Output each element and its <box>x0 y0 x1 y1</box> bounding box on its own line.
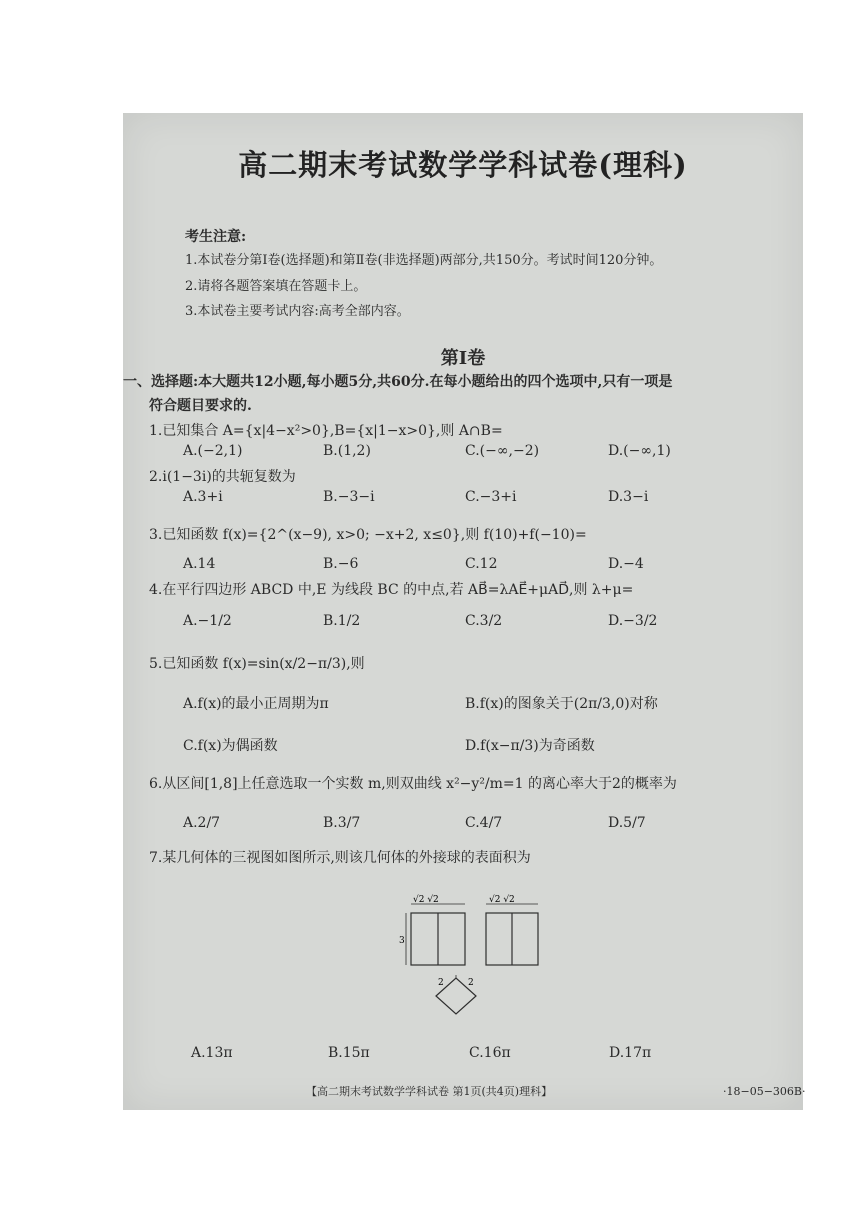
front-width-label: √2 √2 <box>413 895 439 905</box>
volume-heading: 第Ⅰ卷 <box>440 348 486 369</box>
question-2-option-a: A.3+i <box>183 489 223 505</box>
page-footer: 【高二期末考试数学学科试卷 第1页(共4页)理科】 <box>306 1085 553 1098</box>
print-code: ·18−05−306B· <box>723 1085 806 1098</box>
question-4-option-c: C.3/2 <box>465 613 503 629</box>
notice-item: 2.请将各题答案填在答题卡上。 <box>185 279 367 294</box>
section-heading-cont: 符合题目要求的. <box>149 398 252 414</box>
question-5-stem: 5.已知函数 f(x)=sin(x/2−π/3),则 <box>149 656 365 672</box>
question-1-option-d: D.(−∞,1) <box>608 443 671 459</box>
question-7-stem: 7.某几何体的三视图如图所示,则该几何体的外接球的表面积为 <box>149 850 531 866</box>
question-3-option-b: B.−6 <box>323 556 359 572</box>
question-5-option-a: A.f(x)的最小正周期为π <box>183 696 329 712</box>
question-4-option-a: A.−1/2 <box>183 613 232 629</box>
question-2-option-c: C.−3+i <box>465 489 517 505</box>
question-6-stem: 6.从区间[1,8]上任意选取一个实数 m,则双曲线 x²−y²/m=1 的离心率大于2的概率为 <box>149 776 677 792</box>
question-1-option-b: B.(1,2) <box>323 443 371 459</box>
question-1-option-c: C.(−∞,−2) <box>465 443 540 459</box>
three-view-figure <box>398 893 558 1043</box>
question-2-option-b: B.−3−i <box>323 489 375 505</box>
question-1-option-a: A.(−2,1) <box>183 443 243 459</box>
exam-title: 高二期末考试数学学科试卷(理科) <box>238 148 688 182</box>
question-3-stem: 3.已知函数 f(x)={2^(x−9), x>0; −x+2, x≤0},则 f(10)+f(−10)= <box>149 527 587 543</box>
question-2-option-d: D.3−i <box>608 489 649 505</box>
question-4-option-d: D.−3/2 <box>608 613 658 629</box>
height-label: 3 <box>399 936 405 946</box>
notice-item: 1.本试卷分第Ⅰ卷(选择题)和第Ⅱ卷(非选择题)两部分,共150分。考试时间120分钟。 <box>185 253 663 268</box>
diamond-side-a-label: 2 <box>438 978 444 988</box>
question-7-option-b: B.15π <box>328 1045 370 1061</box>
question-7-option-a: A.13π <box>191 1045 233 1061</box>
question-2-stem: 2.i(1−3i)的共轭复数为 <box>149 469 296 485</box>
question-6-option-b: B.3/7 <box>323 815 361 831</box>
question-5-option-c: C.f(x)为偶函数 <box>183 738 278 754</box>
question-7-option-d: D.17π <box>609 1045 652 1061</box>
question-3-option-a: A.14 <box>183 556 216 572</box>
question-3-option-c: C.12 <box>465 556 498 572</box>
question-4-stem: 4.在平行四边形 ABCD 中,E 为线段 BC 的中点,若 AB⃗=λAE⃗+μAD⃗,则 λ+μ= <box>149 582 634 598</box>
notice-item: 3.本试卷主要考试内容:高考全部内容。 <box>185 304 410 319</box>
question-1-stem: 1.已知集合 A={x|4−x²>0},B={x|1−x>0},则 A∩B= <box>149 423 503 439</box>
question-3-option-d: D.−4 <box>608 556 644 572</box>
question-6-option-a: A.2/7 <box>183 815 221 831</box>
side-width-label: √2 √2 <box>489 895 515 905</box>
exam-page <box>123 113 806 1110</box>
question-4-option-b: B.1/2 <box>323 613 361 629</box>
question-5-option-d: D.f(x−π/3)为奇函数 <box>465 738 595 754</box>
question-5-option-b: B.f(x)的图象关于(2π/3,0)对称 <box>465 696 658 712</box>
diamond-side-b-label: 2 <box>468 978 474 988</box>
question-6-option-c: C.4/7 <box>465 815 503 831</box>
question-6-option-d: D.5/7 <box>608 815 646 831</box>
section-heading: 一、选择题:本大题共12小题,每小题5分,共60分.在每小题给出的四个选项中,只有一项是 <box>123 374 673 390</box>
notice-heading: 考生注意: <box>185 229 247 245</box>
question-7-option-c: C.16π <box>469 1045 511 1061</box>
